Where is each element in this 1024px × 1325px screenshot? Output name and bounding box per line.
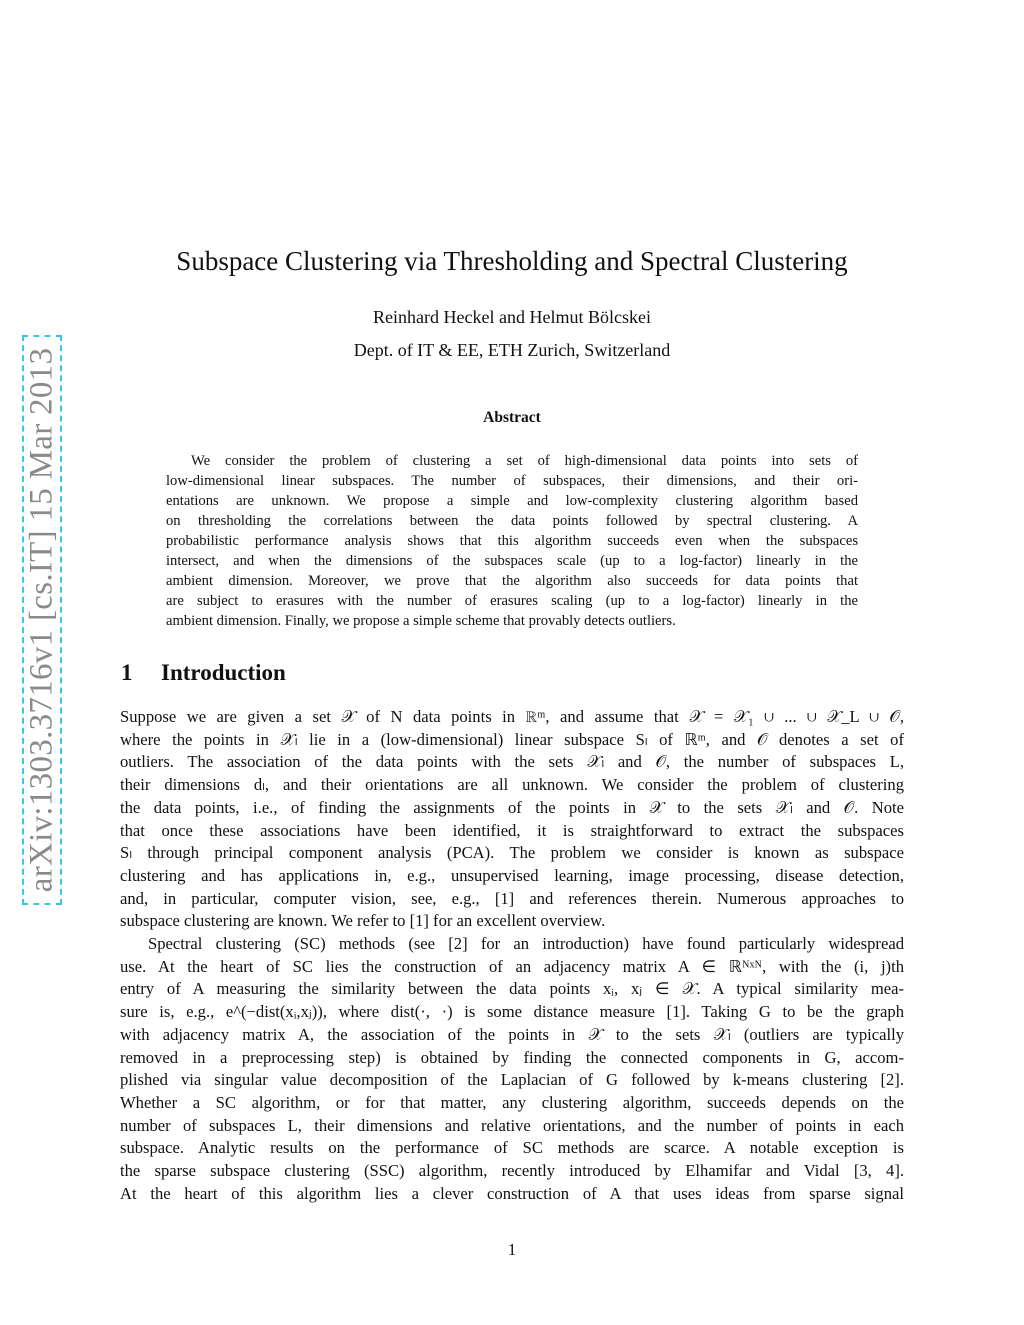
abstract-line: intersect, and when the dimensions of the subspaces scale (up to a log-factor) linearly in the	[166, 553, 858, 569]
abstract-line: ambient dimension. Finally, we propose a simple scheme that provably detects outliers.	[166, 613, 676, 629]
section-number: 1	[121, 660, 133, 685]
abstract-body	[166, 451, 858, 631]
abstract-line: ambient dimension. Moreover, we prove that the algorithm also succeeds for data points that	[166, 573, 858, 589]
abstract-line: We consider the problem of clustering a set of high-dimensional data points into sets of	[191, 453, 858, 469]
introduction-body	[120, 706, 904, 1205]
page-number: 1	[507, 1240, 517, 1259]
body-line: the sparse subspace clustering (SSC) algorithm, recently introduced by Elhamifar and Vidal [3, 4].	[120, 1161, 904, 1181]
body-line: Suppose we are given a set 𝒳 of N data points in ℝᵐ, and assume that 𝒳 = 𝒳₁ ∪ ... ∪ 𝒳_L ∪ 𝒪,	[120, 707, 904, 726]
body-line: outliers. The association of the data points with the sets 𝒳ₗ and 𝒪, the number of subspaces L,	[120, 752, 904, 772]
abstract-heading: Abstract	[483, 409, 541, 426]
body-line: their dimensions dₗ, and their orientations are all unknown. We consider the problem of clustering	[120, 775, 904, 795]
body-line: subspace clustering are known. We refer to [1] for an excellent overview.	[120, 911, 606, 931]
body-line: with adjacency matrix A, the association of the points in 𝒳 to the sets 𝒳ₗ (outliers are typically	[120, 1024, 904, 1044]
body-line: sure is, e.g., e^(−dist(xᵢ,xⱼ)), where dist(·, ·) is some distance measure [1]. Taking G to be the graph	[120, 1002, 904, 1022]
section-title: Introduction	[161, 660, 286, 685]
abstract-line: are subject to erasures with the number of erasures scaling (up to a log-factor) linearly in the	[166, 593, 858, 609]
arxiv-stamp-text: arXiv:1303.3716v1 [cs.IT] 15 Mar 2013	[23, 347, 60, 893]
section-heading	[121, 660, 286, 686]
body-line: that once these associations have been identified, it is straightforward to extract the subspaces	[120, 820, 904, 840]
body-line: subspace. Analytic results on the performance of SC methods are scarce. A notable exception is	[120, 1138, 904, 1158]
body-line: the data points, i.e., of finding the assignments of the points in 𝒳 to the sets 𝒳ₗ and 𝒪. Note	[120, 797, 904, 817]
body-line: clustering and has applications in, e.g., unsupervised learning, image processing, disease detection,	[120, 865, 904, 885]
body-line: and, in particular, computer vision, see, e.g., [1] and references therein. Numerous approaches to	[120, 888, 904, 908]
abstract-line: probabilistic performance analysis shows that this algorithm succeeds even when the subspaces	[166, 533, 858, 549]
body-line: plished via singular value decomposition of the Laplacian of G followed by k-means clustering [2].	[120, 1070, 904, 1090]
paper-title: Subspace Clustering via Thresholding and Spectral Clustering	[176, 246, 848, 276]
body-line: removed in a preprocessing step) is obtained by finding the connected components in G, accom-	[120, 1047, 904, 1067]
body-line: Sₗ through principal component analysis (PCA). The problem we consider is known as subspace	[120, 843, 904, 863]
abstract-line: low-dimensional linear subspaces. The number of subspaces, their dimensions, and their ori-	[166, 473, 858, 489]
body-line: At the heart of this algorithm lies a clever construction of A that uses ideas from sparse signal	[120, 1183, 904, 1203]
body-line: Spectral clustering (SC) methods (see [2] for an introduction) have found particularly widespread	[148, 934, 904, 954]
body-line: number of subspaces L, their dimensions and relative orientations, and the number of points in each	[120, 1115, 904, 1135]
abstract-line: entations are unknown. We propose a simple and low-complexity clustering algorithm based	[166, 493, 858, 509]
paper-authors: Reinhard Heckel and Helmut Bölcskei	[373, 307, 651, 327]
body-line: entry of A measuring the similarity between the data points xᵢ, xⱼ ∈ 𝒳. A typical similarity mea-	[120, 979, 904, 999]
body-line: where the points in 𝒳ₗ lie in a (low-dimensional) linear subspace Sₗ of ℝᵐ, and 𝒪 denotes a set of	[120, 729, 904, 749]
paper-affiliation: Dept. of IT & EE, ETH Zurich, Switzerland	[353, 340, 671, 360]
abstract-line: on thresholding the correlations between the data points followed by spectral clustering. A	[166, 513, 858, 529]
body-line: use. At the heart of SC lies the construction of an adjacency matrix A ∈ ℝᴺˣᴺ, with the (i, j)th	[120, 956, 904, 976]
body-line: Whether a SC algorithm, or for that matter, any clustering algorithm, succeeds depends on the	[120, 1092, 904, 1112]
